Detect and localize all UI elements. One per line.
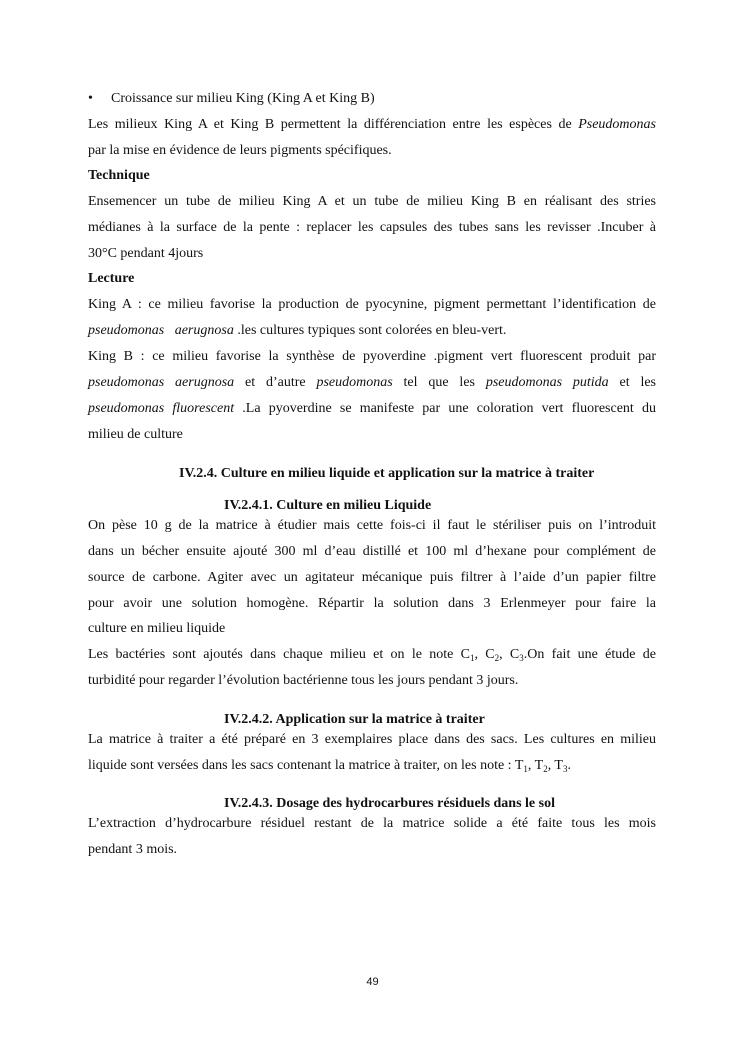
section-2442-line-1: La matrice à traiter a été préparé en 3 exemplaires place dans des sacs. Les cultures en milieu bbox=[88, 732, 656, 747]
section-2441-line-3: source de carbone. Agiter avec un agitateur mécanique puis filtrer à l’aide d’un papier filtre bbox=[88, 570, 656, 585]
section-2443-line-1: L’extraction d’hydrocarbure résiduel restant de la matrice solide a été faite tous les mois bbox=[88, 816, 656, 831]
section-2442-line-2: liquide sont versées dans les sacs contenant la matrice à traiter, on les note : $T_1$, $T_2$, $T_3$. bbox=[88, 758, 571, 774]
bullet-symbol: • bbox=[88, 91, 93, 106]
section-2443-heading: IV.2.4.3. Dosage des hydrocarbures résiduels dans le sol bbox=[224, 796, 555, 811]
king-b-line-2: pseudomonas aerugnosa et d’autre pseudomonas tel que les pseudomonas putida et les bbox=[88, 375, 657, 390]
section-2441-line-7: turbidité pour regarder l’évolution bactérienne tous les jours pendant 3 jours. bbox=[88, 673, 519, 688]
king-b-line-3: pseudomonas fluorescent .La pyoverdine se manifeste par une coloration vert fluorescent du bbox=[88, 401, 656, 416]
king-a-line-1: King A : ce milieu favorise la production de pyocynine, pigment permettant l’identification de bbox=[88, 297, 656, 312]
lecture-heading: Lecture bbox=[88, 271, 135, 286]
page-number: 49 bbox=[366, 976, 379, 988]
technique-line-3: 30°C pendant 4jours bbox=[88, 246, 204, 261]
section-2441-line-4: pour avoir une solution homogène. Répartir la solution dans 3 Erlenmeyer pour faire la bbox=[88, 596, 656, 611]
intro-line-1: Les milieux King A et King B permettent la différenciation entre les espèces de Pseudomonas bbox=[88, 117, 656, 132]
intro-line-2: par la mise en évidence de leurs pigments spécifiques. bbox=[88, 143, 392, 158]
section-2443-line-2: pendant 3 mois. bbox=[88, 842, 178, 857]
section-2441-line-2: dans un bécher ensuite ajouté 300 ml d’eau distillé et 100 ml d’hexane pour complément de bbox=[88, 544, 656, 559]
section-244-heading: IV.2.4. Culture en milieu liquide et application sur la matrice à traiter bbox=[179, 466, 595, 481]
technique-line-1: Ensemencer un tube de milieu King A et un tube de milieu King B en réalisant des stries bbox=[88, 194, 656, 209]
section-2441-line-1: On pèse 10 g de la matrice à étudier mais cette fois-ci il faut le stériliser puis on l’introduit bbox=[88, 518, 656, 533]
section-2441-line-6: Les bactéries sont ajoutés dans chaque milieu et on le note $C_1$, $C_2$, $C_3.On$ fait une étude de bbox=[88, 647, 656, 663]
king-a-line-2: pseudomonas aerugnosa .les cultures typiques sont colorées en bleu-vert. bbox=[88, 323, 507, 338]
king-b-line-4: milieu de culture bbox=[88, 427, 183, 442]
section-2441-heading: IV.2.4.1. Culture en milieu Liquide bbox=[224, 498, 432, 513]
section-2441-line-5: culture en milieu liquide bbox=[88, 621, 226, 636]
technique-line-2: médianes à la surface de la pente : replacer les capsules des tubes sans les revisser .Incuber à bbox=[88, 220, 656, 235]
king-b-line-1: King B : ce milieu favorise la synthèse de pyoverdine .pigment vert fluorescent produit par bbox=[88, 349, 656, 364]
technique-heading: Technique bbox=[88, 168, 150, 183]
bullet-item-text: Croissance sur milieu King (King A et King B) bbox=[111, 91, 375, 106]
section-2442-heading: IV.2.4.2. Application sur la matrice à traiter bbox=[224, 712, 485, 727]
